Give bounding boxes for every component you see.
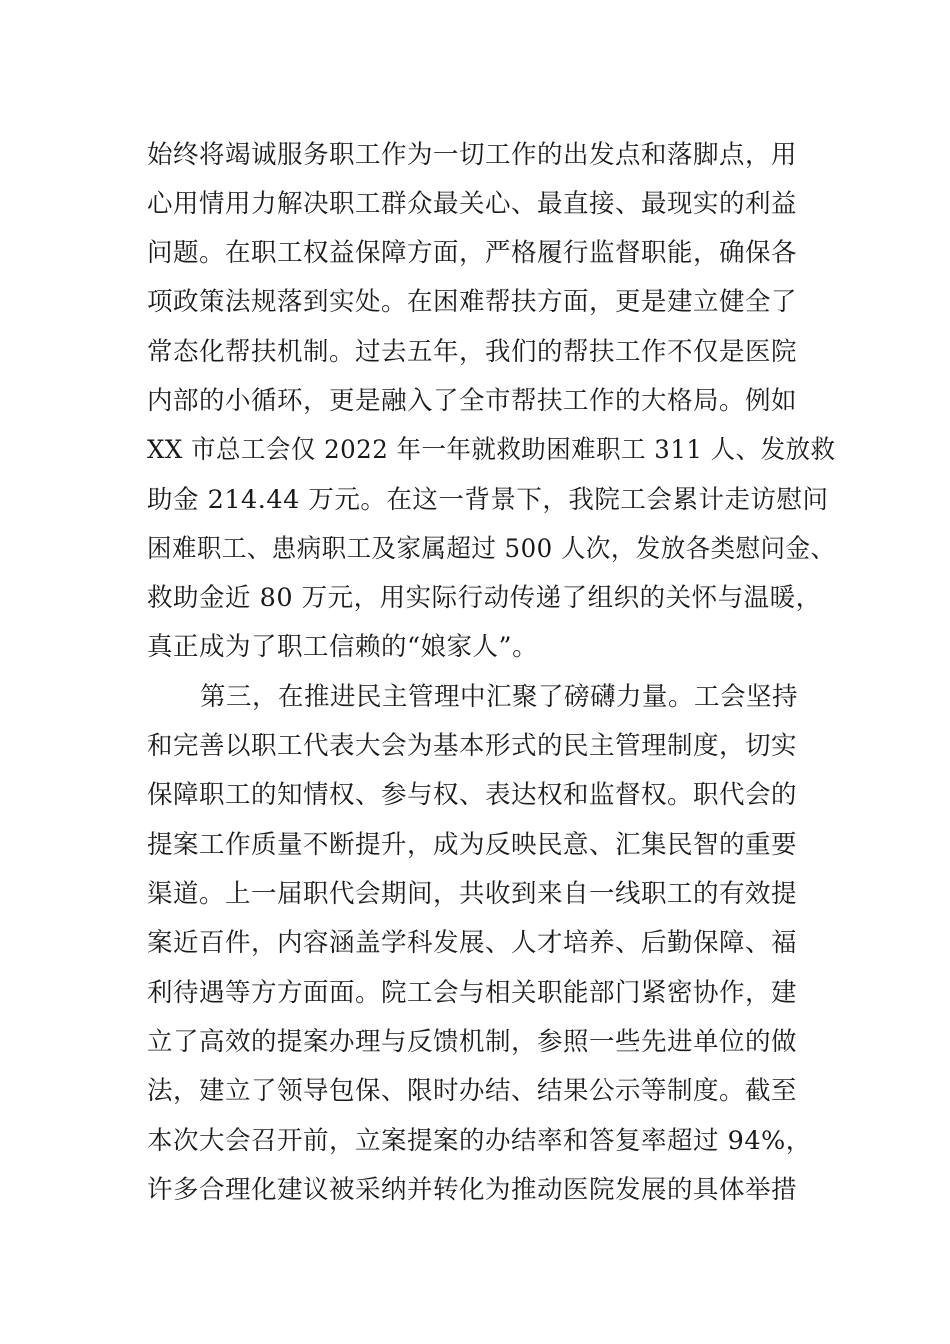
text-line: 利待遇等方方面面。院工会与相关职能部门紧密协作，建 [147, 978, 798, 1008]
text-line: 立了高效的提案办理与反馈机制，参照一些先进单位的做 [147, 1027, 798, 1057]
text-line: 常态化帮扶机制。过去五年，我们的帮扶工作不仅是医院 [147, 337, 798, 367]
text-line: XX 市总工会仅 2022 年一年就救助困难职工 311 人、发放救 [147, 435, 836, 465]
text-line: 始终将竭诚服务职工作为一切工作的出发点和落脚点，用 [147, 140, 798, 170]
text-line: 本次大会召开前，立案提案的办结率和答复率超过 94%， [147, 1126, 812, 1156]
text-line: 问题。在职工权益保障方面，严格履行监督职能，确保各 [147, 238, 798, 268]
paragraph-start-line: 第三，在推进民主管理中汇聚了磅礴力量。工会坚持 [200, 682, 799, 712]
text-line: 许多合理化建议被采纳并转化为推动医院发展的具体举措 [147, 1175, 798, 1205]
text-line: 心用情用力解决职工群众最关心、最直接、最现实的利益 [147, 189, 798, 219]
text-line: 困难职工、患病职工及家属超过 500 人次，发放各类慰问金、 [147, 534, 836, 564]
text-line: 法，建立了领导包保、限时办结、结果公示等制度。截至 [147, 1076, 798, 1106]
text-line: 内部的小循环，更是融入了全市帮扶工作的大格局。例如 [147, 386, 798, 416]
text-line: 提案工作质量不断提升，成为反映民意、汇集民智的重要 [147, 830, 798, 860]
text-line: 渠道。上一届职代会期间，共收到来自一线职工的有效提 [147, 879, 798, 909]
text-line: 和完善以职工代表大会为基本形式的民主管理制度，切实 [147, 731, 798, 761]
text-line: 救助金近 80 万元，用实际行动传递了组织的关怀与温暖， [147, 583, 822, 613]
text-line: 案近百件，内容涵盖学科发展、人才培养、后勤保障、福 [147, 928, 798, 958]
text-line: 真正成为了职工信赖的“娘家人”。 [147, 632, 539, 662]
text-line: 项政策法规落到实处。在困难帮扶方面，更是建立健全了 [147, 287, 798, 317]
text-line: 保障职工的知情权、参与权、表达权和监督权。职代会的 [147, 780, 798, 810]
text-line: 助金 214.44 万元。在这一背景下，我院工会累计走访慰问 [147, 485, 829, 515]
